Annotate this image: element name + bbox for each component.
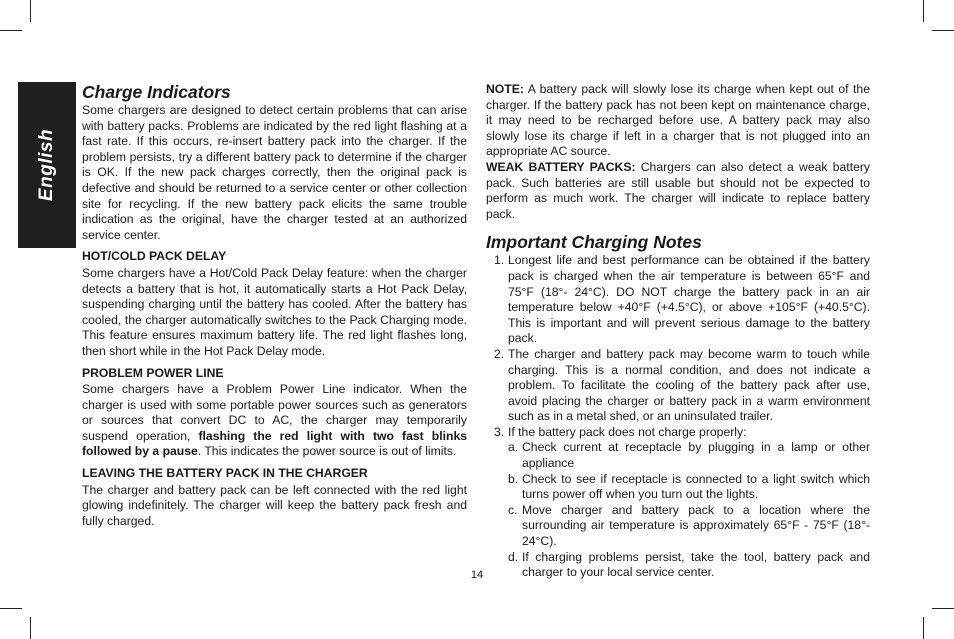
sublist-item-text: If charging problems persist, take the tool, battery pack and charger to your local service center. — [522, 549, 870, 580]
leaving-pack-text: The charger and battery pack can be left connected with the red light glowing indefinitely. The charger will keep the battery pack fresh and fully charged. — [82, 482, 467, 528]
sublist-item — [508, 440, 870, 471]
page-number: 14 — [470, 569, 484, 581]
left-column — [82, 82, 467, 529]
crop-mark — [30, 0, 31, 22]
sublist-marker: a. — [508, 440, 519, 455]
hot-cold-heading: HOT/COLD PACK DELAY — [82, 249, 227, 264]
list-marker: 3. — [494, 424, 505, 439]
sublist-marker: d. — [508, 549, 519, 564]
weak-packs-text: Chargers can also detect a weak battery pack. Such batteries are still usable but should not be expected to perform as much work. The charger will indicate to replace battery pack. — [486, 159, 871, 221]
language-tab-label: English — [36, 128, 57, 202]
list-item-text: If the battery pack does not charge properly: — [508, 424, 747, 439]
weak-packs-paragraph — [486, 160, 870, 222]
sublist-marker: b. — [508, 471, 519, 486]
sublist-item-text: Check current at receptacle by plugging in a lamp or other appliance — [522, 440, 870, 471]
list-marker: 1. — [494, 253, 505, 268]
crop-mark — [30, 617, 31, 639]
power-line-heading: PROBLEM POWER LINE — [82, 365, 224, 380]
list-item-text: Longest life and best performance can be obtained if the battery pack is charged when the air temperature is between 65°F and 75°F (18°- 24°C). DO NOT charge the battery pack in an air temperature below +40°F (+4.5°C), or above +105°F (+40.5°C). This is important and will prevent serious damage to the battery pack. — [508, 253, 870, 346]
list-item — [486, 253, 870, 347]
list-item — [486, 425, 870, 581]
list-marker: 2. — [494, 346, 505, 361]
crop-mark — [0, 30, 22, 31]
sublist-item-text: Check to see if receptacle is connected to a light switch which turns power off when you turn out the lights. — [522, 471, 870, 502]
weak-packs-label: WEAK BATTERY PACKS: — [486, 159, 636, 174]
power-line-text-bold: flashing the red light with two fast blinks followed by a pause — [82, 428, 467, 459]
list-item-text: The charger and battery pack may become warm to touch while charging. This is a normal condition, and does not indicate a problem. To facilitate the cooling of the battery pack after use, avoid placing the charger or battery pack in a warm environment such as in a metal shed, or an uninsulated trailer. — [508, 346, 870, 424]
sublist-item — [508, 503, 870, 550]
crop-mark — [0, 608, 22, 609]
crop-mark — [923, 617, 924, 639]
charging-notes-title: Important Charging Notes — [486, 232, 702, 253]
language-tab — [18, 82, 76, 248]
troubleshoot-sublist — [508, 440, 870, 580]
charge-indicators-title: Charge Indicators — [82, 82, 231, 102]
power-line-text-after: . This indicates the power source is out of limits. — [197, 444, 457, 459]
hot-cold-text: Some chargers have a Hot/Cold Pack Delay feature: when the charger detects a battery that is hot, it automatically starts a Hot Pack Delay, suspending charging until the battery has cooled. After the battery has cooled, the charger automatically switches to the Pack Charging mode. This feature ensures maximum battery life. The red light flashes long, then short while in the Hot Pack Delay mode. — [82, 265, 467, 358]
sublist-marker: c. — [508, 502, 518, 517]
list-item — [486, 347, 870, 425]
right-column — [486, 82, 870, 581]
crop-mark — [923, 0, 924, 22]
charge-indicators-intro: Some chargers are designed to detect certain problems that can arise with battery packs. Problems are indicated by the red light flashing at a fast rate. If this occurs, re-insert battery pack into the charger. If the problem persists, try a different battery pack to determine if the charger is OK. If the new pack charges correctly, then the original pack is defective and should be returned to a service center or other collection site for recycling. If the new battery pack elicits the same trouble indication as the original, have the charger tested at an authorized service center. — [82, 103, 467, 242]
note-text: A battery pack will slowly lose its charge when kept out of the charger. If the battery pack has not been kept on maintenance charge, it may need to be recharged before use. A battery pack may also slowly lose its charge if left in a charger that is not plugged into an appropriate AC source. — [486, 82, 870, 159]
leaving-pack-heading: LEAVING THE BATTERY PACK IN THE CHARGER — [82, 466, 368, 481]
note-label: NOTE: — [486, 82, 524, 96]
power-line-text — [82, 382, 467, 460]
power-line-text-before: Some chargers have a Problem Power Line indicator. When the charger is used with some portable power sources such as generators or sources that convert DC to AC, the charger may temporarily suspend operation, — [82, 382, 467, 443]
sublist-item — [508, 472, 870, 503]
charging-notes-list — [486, 253, 870, 580]
crop-mark — [932, 30, 954, 31]
sublist-item-text: Move charger and battery pack to a location where the surrounding air temperature is approximately 65°F - 75°F (18°- 24°C). — [522, 502, 870, 549]
crop-mark — [932, 608, 954, 609]
note-paragraph — [486, 82, 870, 160]
